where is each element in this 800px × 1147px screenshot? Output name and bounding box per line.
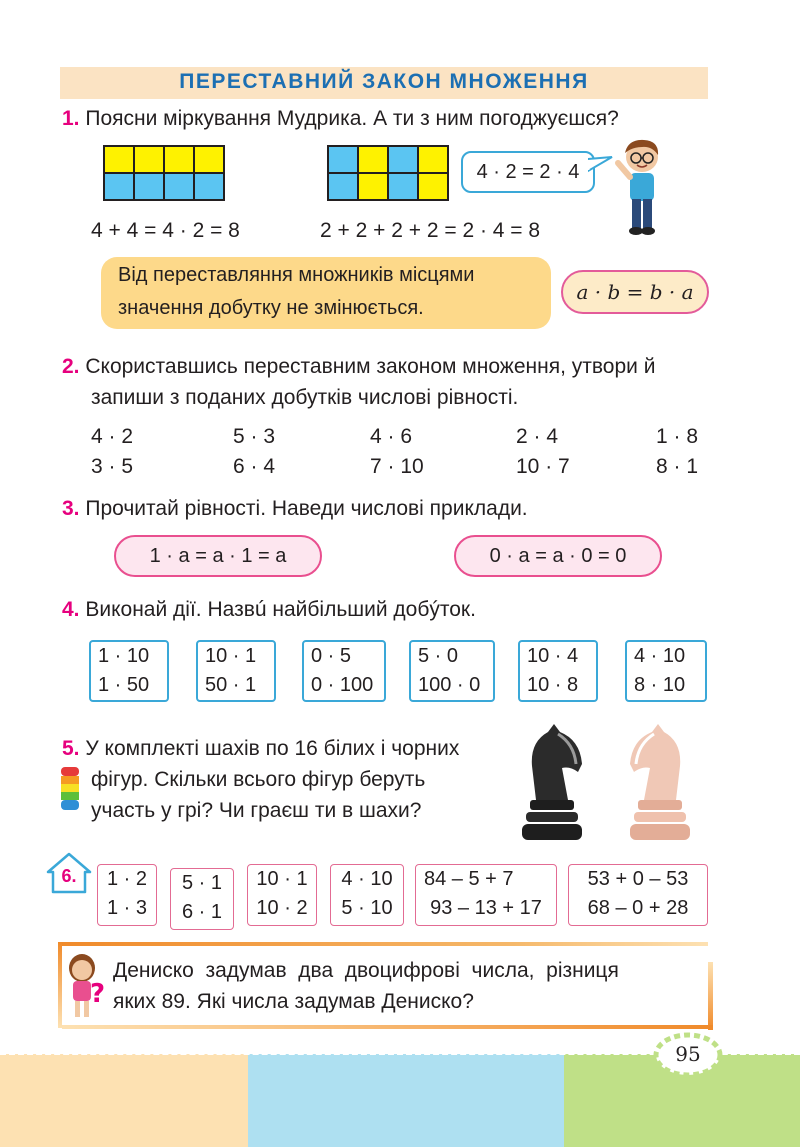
- task1-text: Поясни міркування Мудрика. А ти з ним погоджуєшся?: [85, 107, 619, 130]
- task3-text: Прочитай рівності. Наведи числові приклади.: [85, 497, 528, 520]
- task4-box: [89, 640, 169, 702]
- task6-expr: 1 · 3: [106, 897, 148, 919]
- task4-expr: 4 · 10: [634, 645, 686, 667]
- mudryk-boy-illustration: [612, 137, 674, 237]
- task4-number: 4.: [62, 598, 80, 621]
- task2-line-1: [62, 352, 655, 382]
- task4-expr: 1 · 10: [98, 645, 150, 667]
- bottom-band-peach: [0, 1054, 248, 1147]
- task6-box: [568, 864, 708, 926]
- task2-product: 2 · 4: [516, 425, 559, 448]
- task6-expr: 6 · 1: [181, 901, 223, 923]
- task6-expr: 93 – 13 + 17: [430, 897, 542, 919]
- task2-product: 8 · 1: [656, 455, 699, 478]
- task4-expr: 0 · 5: [311, 645, 352, 667]
- task2-product: 10 · 7: [516, 455, 570, 478]
- task2-product: 3 · 5: [91, 455, 134, 478]
- puzzle-bottom-border: [62, 1025, 713, 1029]
- task6-expr: 68 – 0 + 28: [587, 897, 689, 919]
- bottom-band-blue: [248, 1054, 564, 1147]
- puzzle-line-2: яких 89. Які числа задумав Дениско?: [113, 990, 474, 1013]
- task4-box: [518, 640, 598, 702]
- task6-expr: 10 · 1: [256, 868, 308, 890]
- rainbow-difficulty-icon: [60, 766, 80, 812]
- grid-4x2: [103, 145, 225, 201]
- identity-formula-one: 1 · a = a · 1 = a: [114, 535, 322, 577]
- equation-right: 2 + 2 + 2 + 2 = 2 · 4 = 8: [320, 219, 541, 242]
- task6-box: [170, 868, 234, 930]
- task5-line-2: фігур. Скільки всього фігур беруть: [91, 768, 426, 791]
- task4-line: [62, 595, 476, 625]
- task4-expr: 1 · 50: [98, 674, 150, 696]
- page-number: 95: [675, 1042, 701, 1066]
- page-title: ПЕРЕСТАВНИЙ ЗАКОН МНОЖЕННЯ: [179, 70, 589, 93]
- task5-line-3: участь у грі? Чи граєш ти в шахи?: [91, 799, 422, 822]
- task4-box: [409, 640, 495, 702]
- task5-number: 5.: [62, 737, 80, 760]
- task6-expr: 84 – 5 + 7: [424, 868, 514, 890]
- task2-number: 2.: [62, 355, 80, 378]
- task6-expr: 10 · 2: [256, 897, 308, 919]
- task2-product: 4 · 6: [370, 425, 413, 448]
- black-knight-icon: [518, 722, 588, 846]
- task4-box: [196, 640, 276, 702]
- commutative-formula: a · b = b · a: [561, 270, 709, 314]
- task4-expr: 8 · 10: [634, 674, 686, 696]
- puzzle-line-1: Дениско задумав два двоцифрові числа, різниця: [113, 959, 619, 982]
- task6-box: [415, 864, 557, 926]
- task6-expr: 53 + 0 – 53: [587, 868, 689, 890]
- task6-expr: 1 · 2: [106, 868, 148, 890]
- identity-formula-zero: 0 · a = a · 0 = 0: [454, 535, 662, 577]
- task1-line: [62, 104, 619, 134]
- task4-expr: 100 · 0: [418, 674, 481, 696]
- equation-left: 4 + 4 = 4 · 2 = 8: [91, 219, 240, 242]
- speech-bubble: 4 · 2 = 2 · 4: [461, 151, 595, 193]
- speech-bubble-tail: [588, 155, 614, 175]
- rule-line-1: Від переставляння множників місцями: [118, 264, 475, 286]
- rule-line-2: значення добутку не змінюється.: [118, 297, 424, 319]
- task4-expr: 10 · 1: [205, 645, 257, 667]
- task4-text: Виконай дії. Назвú найбільший добýток.: [85, 598, 476, 621]
- task2-product: 4 · 2: [91, 425, 134, 448]
- task4-box: [302, 640, 386, 702]
- task6-box: [97, 864, 157, 926]
- task2-product: 5 · 3: [233, 425, 276, 448]
- task6-expr: 5 · 10: [341, 897, 393, 919]
- task3-number: 3.: [62, 497, 80, 520]
- task5-line-1: [62, 734, 459, 764]
- task2-text-1: Скориставшись переставним законом множення, утвори й: [85, 355, 656, 378]
- task6-box: [330, 864, 404, 926]
- task5-text-1: У комплекті шахів по 16 білих і чорних: [85, 737, 460, 760]
- puzzle-right-border: [708, 962, 713, 1030]
- task4-expr: 10 · 4: [527, 645, 579, 667]
- task4-expr: 5 · 0: [418, 645, 459, 667]
- svg-text:?: ?: [90, 979, 106, 1009]
- rule-text: [118, 259, 474, 325]
- task2-line-2: запиши з поданих добутків числові рівності.: [91, 386, 519, 409]
- task2-product: 7 · 10: [370, 455, 424, 478]
- grid-2x4: [327, 145, 449, 201]
- task6-expr: 4 · 10: [341, 868, 393, 890]
- task3-line: [62, 494, 528, 524]
- task6-box: [247, 864, 317, 926]
- task4-expr: 0 · 100: [311, 674, 374, 696]
- task1-number: 1.: [62, 107, 80, 130]
- task6-expr: 5 · 1: [181, 872, 223, 894]
- task6-number: 6.: [61, 866, 77, 886]
- white-knight-icon: [626, 722, 696, 846]
- puzzle-top-border: [58, 942, 708, 946]
- task4-box: [625, 640, 707, 702]
- task2-product: 6 · 4: [233, 455, 276, 478]
- puzzle-text: [113, 955, 698, 1017]
- task4-expr: 10 · 8: [527, 674, 579, 696]
- task4-expr: 50 · 1: [205, 674, 257, 696]
- task2-product: 1 · 8: [656, 425, 699, 448]
- girl-thinking-icon: [62, 950, 106, 1024]
